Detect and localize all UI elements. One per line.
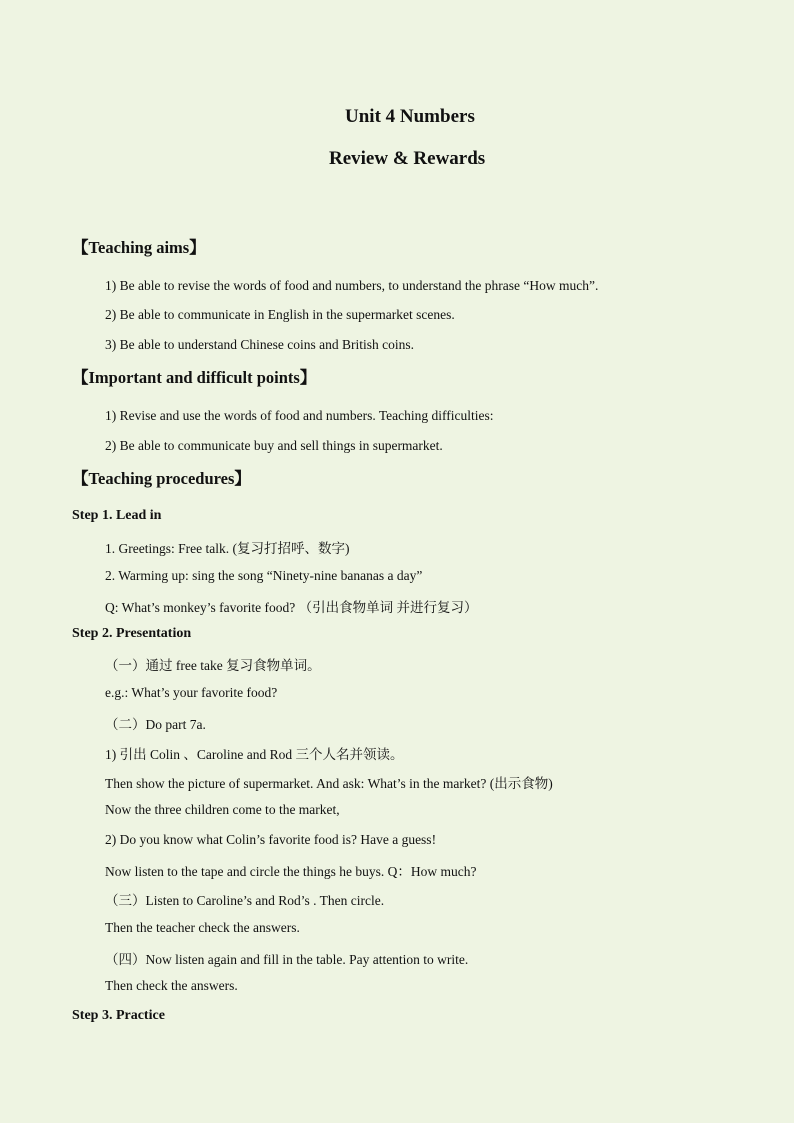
point-item-1: 1) Revise and use the words of food and numbers. Teaching difficulties: [105,408,494,423]
step3-heading: Step 3. Practice [72,1008,165,1023]
step2-line-4: 1) 引出 Colin 、Caroline and Rod 三个人名并领读。 [105,747,404,762]
aim-item-1: 1) Be able to revise the words of food and numbers, to understand the phrase “How much”. [105,278,599,293]
step2-line-5: Then show the picture of supermarket. And ask: What’s in the market? (出示食物) [105,776,553,791]
step2-heading: Step 2. Presentation [72,626,192,641]
step1-line-3: Q: What’s monkey’s favorite food? （引出食物单词 并进行复习） [105,600,478,615]
teaching-procedures-heading: 【Teaching procedures】 [72,469,251,488]
step2-line-10: Then the teacher check the answers. [105,920,300,935]
important-points-heading: 【Important and difficult points】 [72,368,317,387]
step1-line-1: 1. Greetings: Free talk. (复习打招呼、数字) [105,541,350,556]
step1-heading: Step 1. Lead in [72,508,162,523]
aim-item-2: 2) Be able to communicate in English in the supermarket scenes. [105,307,455,322]
step2-line-6: Now the three children come to the market, [105,802,340,817]
point-item-2: 2) Be able to communicate buy and sell things in supermarket. [105,438,443,453]
aim-item-3: 3) Be able to understand Chinese coins and British coins. [105,337,414,352]
step1-line-2: 2. Warming up: sing the song “Ninety-nine bananas a day” [105,568,423,583]
teaching-aims-heading: 【Teaching aims】 [72,238,206,257]
step2-line-7: 2) Do you know what Colin’s favorite food is? Have a guess! [105,832,437,847]
step2-line-11: （四）Now listen again and fill in the table. Pay attention to write. [105,952,469,967]
step2-line-8: Now listen to the tape and circle the things he buys. Q：How much? [105,864,477,879]
step2-line-2: e.g.: What’s your favorite food? [105,685,278,700]
subtitle: Review & Rewards [329,148,486,169]
step2-line-12: Then check the answers. [105,978,238,993]
step2-line-3: （二）Do part 7a. [105,717,206,732]
step2-line-9: （三）Listen to Caroline’s and Rod’s . Then circle. [105,893,385,908]
unit-title: Unit 4 Numbers [345,106,475,127]
step2-line-1: （一）通过 free take 复习食物单词。 [105,658,321,673]
